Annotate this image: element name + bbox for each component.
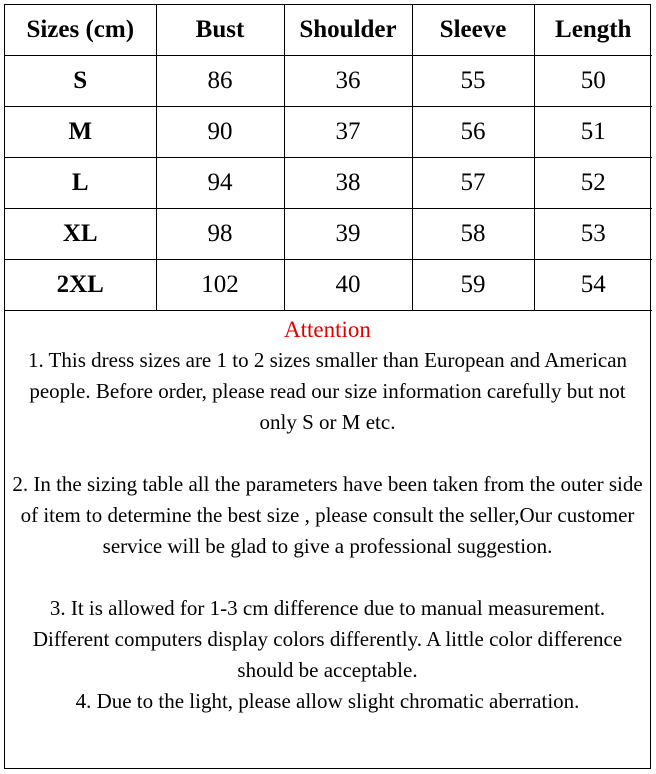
length-cell: 50 <box>534 56 652 107</box>
sleeve-cell: 56 <box>412 107 534 158</box>
note-4: 4. Due to the light, please allow slight chromatic aberration. <box>75 689 580 713</box>
shoulder-cell: 40 <box>284 260 412 311</box>
size-cell: S <box>5 56 156 107</box>
table-header-row <box>5 5 652 56</box>
bust-cell: 102 <box>156 260 284 311</box>
size-table <box>5 5 652 311</box>
size-cell: M <box>5 107 156 158</box>
bust-cell: 94 <box>156 158 284 209</box>
header-bust: Bust <box>156 5 284 56</box>
bust-cell: 86 <box>156 56 284 107</box>
length-cell: 52 <box>534 158 652 209</box>
shoulder-cell: 37 <box>284 107 412 158</box>
note-1: 1. This dress sizes are 1 to 2 sizes smaller than European and American people. Before order, please read our size information carefully but not only S or M etc. <box>27 348 628 434</box>
sleeve-cell: 57 <box>412 158 534 209</box>
header-shoulder: Shoulder <box>284 5 412 56</box>
size-cell: L <box>5 158 156 209</box>
table-row <box>5 56 652 107</box>
header-sizes: Sizes (cm) <box>5 5 156 56</box>
attention-notes <box>5 311 650 717</box>
header-sleeve: Sleeve <box>412 5 534 56</box>
bust-cell: 98 <box>156 209 284 260</box>
bust-cell: 90 <box>156 107 284 158</box>
sleeve-cell: 58 <box>412 209 534 260</box>
size-chart <box>4 4 651 769</box>
shoulder-cell: 38 <box>284 158 412 209</box>
size-cell: 2XL <box>5 260 156 311</box>
shoulder-cell: 39 <box>284 209 412 260</box>
attention-title: Attention <box>284 317 371 342</box>
size-cell: XL <box>5 209 156 260</box>
sleeve-cell: 55 <box>412 56 534 107</box>
shoulder-cell: 36 <box>284 56 412 107</box>
length-cell: 54 <box>534 260 652 311</box>
table-row <box>5 107 652 158</box>
table-row <box>5 209 652 260</box>
header-length: Length <box>534 5 652 56</box>
note-3: 3. It is allowed for 1-3 cm difference due to manual measurement. Different computers display colors differently. A little color difference should be acceptable. <box>32 596 623 682</box>
sleeve-cell: 59 <box>412 260 534 311</box>
table-row <box>5 158 652 209</box>
length-cell: 53 <box>534 209 652 260</box>
length-cell: 51 <box>534 107 652 158</box>
table-row <box>5 260 652 311</box>
note-2: 2. In the sizing table all the parameters have been taken from the outer side of item to determine the best size , please consult the seller,Our customer service will be glad to give a professional suggestion. <box>12 472 643 558</box>
